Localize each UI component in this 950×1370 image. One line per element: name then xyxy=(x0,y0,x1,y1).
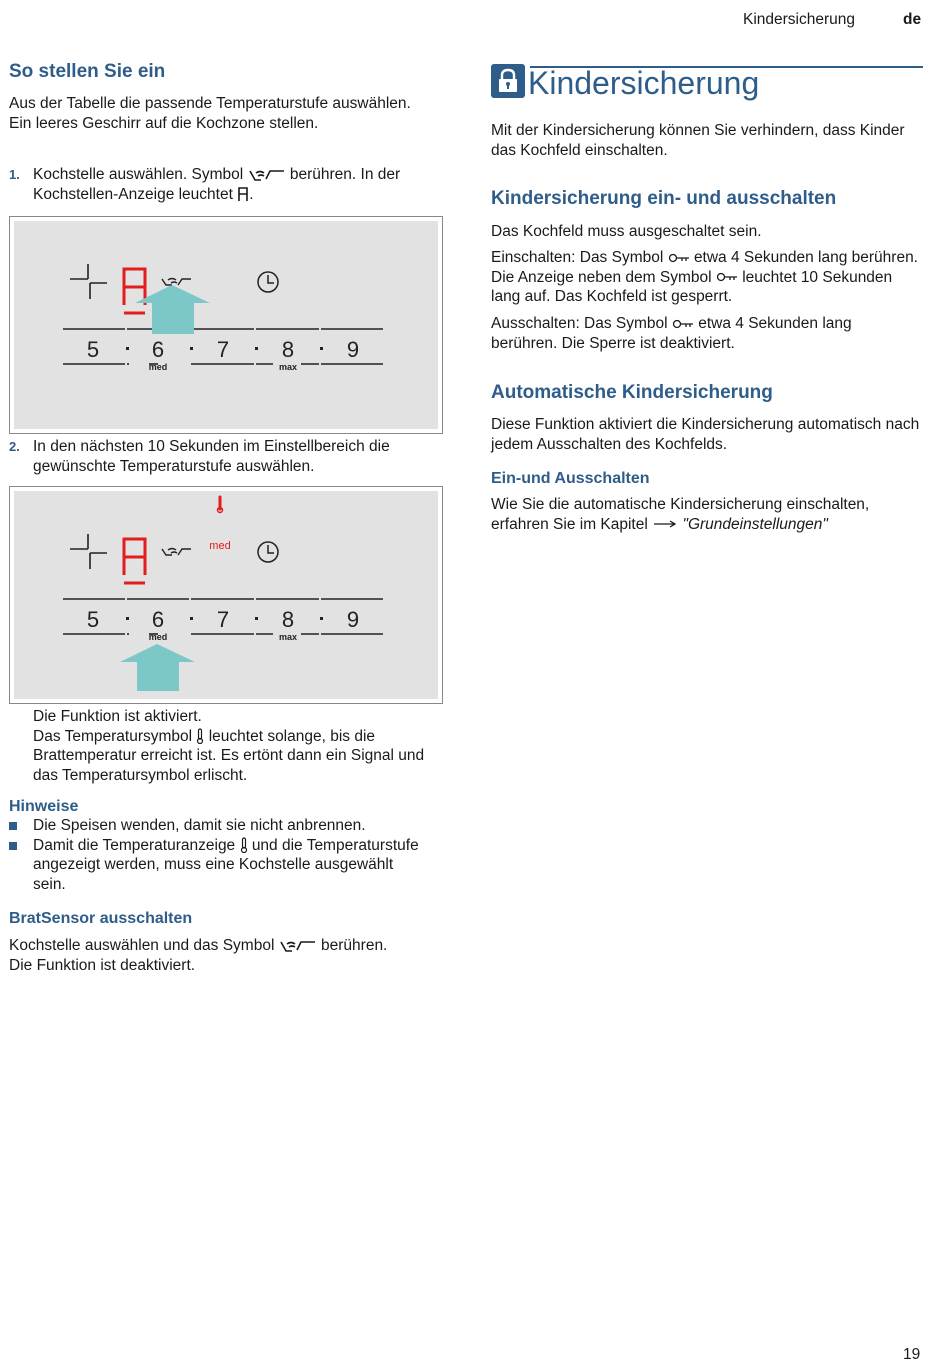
lock-icon xyxy=(491,64,525,98)
step-1-number: 1. xyxy=(9,167,20,182)
bratsensor-icon xyxy=(279,939,317,953)
step-2-text: In den nächsten 10 Sekunden im Einstellbereich die gewünschte Temperaturstufe auswählen. xyxy=(33,438,390,475)
level-digit: 7 xyxy=(216,607,230,632)
result-line-2: Das Temperatursymbol leuchtet solange, bis die Brattemperatur erreicht ist. Es ertönt dann ein Signal und das Temperatursymbol erlischt. xyxy=(33,727,425,784)
red-a-display xyxy=(124,269,145,313)
notes-heading: Hinweise xyxy=(9,798,79,815)
list-item: Damit die Temperaturanzeige und die Temperaturstufe angezeigt werden, muss eine Kochstelle ausgewählt sein. xyxy=(9,836,429,895)
level-digit: 8 xyxy=(281,607,295,632)
notes-list xyxy=(9,816,429,894)
arrow-right-icon xyxy=(652,519,678,529)
label-med: med xyxy=(148,632,168,642)
result-line-1: Die Funktion ist aktiviert. xyxy=(33,708,202,725)
chapter-link[interactable]: "Grundeinstellungen" xyxy=(682,515,828,533)
header-lang: de xyxy=(903,11,922,28)
key-icon xyxy=(668,253,690,263)
step-2 xyxy=(9,437,441,476)
right-intro: Mit der Kindersicherung können Sie verhindern, dass Kinder das Kochfeld einschalten. xyxy=(491,122,905,159)
cooking-zone-icon xyxy=(70,264,107,299)
hint-med: med xyxy=(209,540,231,552)
step-1 xyxy=(9,165,441,204)
sec2-p: Diese Funktion aktiviert die Kindersicherung automatisch nach jedem Ausschalten des Kochfelds. xyxy=(491,416,920,453)
level-digit: 9 xyxy=(346,607,360,632)
sec2-heading: Automatische Kindersicherung xyxy=(491,382,773,403)
level-digit: 7 xyxy=(216,337,230,362)
right-title: Kindersicherung xyxy=(528,65,760,101)
key-icon xyxy=(716,272,738,282)
level-digit: 9 xyxy=(346,337,360,362)
list-item: Die Speisen wenden, damit sie nicht anbrennen. xyxy=(9,816,429,836)
step-1-text-c: . xyxy=(249,185,254,203)
pointer-arrow-icon xyxy=(120,644,195,691)
step-1-text-a: Kochstelle auswählen. Symbol xyxy=(33,166,244,183)
red-a-display xyxy=(124,539,145,583)
control-panel-1 xyxy=(9,216,443,434)
bullet-icon xyxy=(9,822,17,830)
step-2-number: 2. xyxy=(9,439,20,454)
a-display-icon xyxy=(237,186,249,202)
thermometer-icon xyxy=(196,728,204,744)
level-digit: 5 xyxy=(86,337,100,362)
left-intro: Aus der Tabelle die passende Temperaturstufe auswählen. Ein leeres Geschirr auf die Kochzone stellen. xyxy=(9,95,411,132)
timer-icon xyxy=(258,272,278,292)
bratsensor-off-heading: BratSensor ausschalten xyxy=(9,910,193,927)
left-heading: So stellen Sie ein xyxy=(9,61,166,82)
level-digit: 6 xyxy=(151,607,165,632)
page-number: 19 xyxy=(903,1346,921,1363)
sec2-p2: Wie Sie die automatische Kindersicherung einschalten, erfahren Sie im Kapitel "Grundeinstellungen" xyxy=(491,496,870,533)
thermometer-red-icon xyxy=(218,497,223,513)
bratsensor-off-text: Kochstelle auswählen und das Symbol berühren. Die Funktion ist deaktiviert. xyxy=(9,937,388,974)
step-1-text-b: berühren. In der Kochstellen-Anzeige leuchtet xyxy=(33,166,401,203)
cooking-zone-icon xyxy=(70,534,107,569)
level-digit: 6 xyxy=(151,337,165,362)
bratsensor-icon xyxy=(248,168,286,182)
bratsensor-key-icon xyxy=(162,279,191,286)
thermometer-icon xyxy=(240,837,248,853)
label-max: max xyxy=(278,362,298,372)
bullet-icon xyxy=(9,842,17,850)
level-digit: 5 xyxy=(86,607,100,632)
bratsensor-key-icon xyxy=(162,549,191,556)
control-panel-2 xyxy=(9,486,443,704)
level-digit: 8 xyxy=(281,337,295,362)
label-med: med xyxy=(148,362,168,372)
label-max: max xyxy=(278,632,298,642)
key-icon xyxy=(672,319,694,329)
sec1-p1: Das Kochfeld muss ausgeschaltet sein. xyxy=(491,223,762,240)
sec1-heading: Kindersicherung ein- und ausschalten xyxy=(491,188,837,209)
sec1-p3: Ausschalten: Das Symbol etwa 4 Sekunden lang berühren. Die Sperre ist deaktiviert. xyxy=(491,315,852,352)
sec2-subheading: Ein-und Ausschalten xyxy=(491,470,650,487)
header-section: Kindersicherung xyxy=(743,11,856,28)
result-text xyxy=(33,707,443,785)
timer-icon xyxy=(258,542,278,562)
sec1-p2: Einschalten: Das Symbol etwa 4 Sekunden lang berühren. Die Anzeige neben dem Symbol leuchtet 10 Sekunden lang auf. Das Kochfeld ist gesperrt. xyxy=(491,249,918,305)
